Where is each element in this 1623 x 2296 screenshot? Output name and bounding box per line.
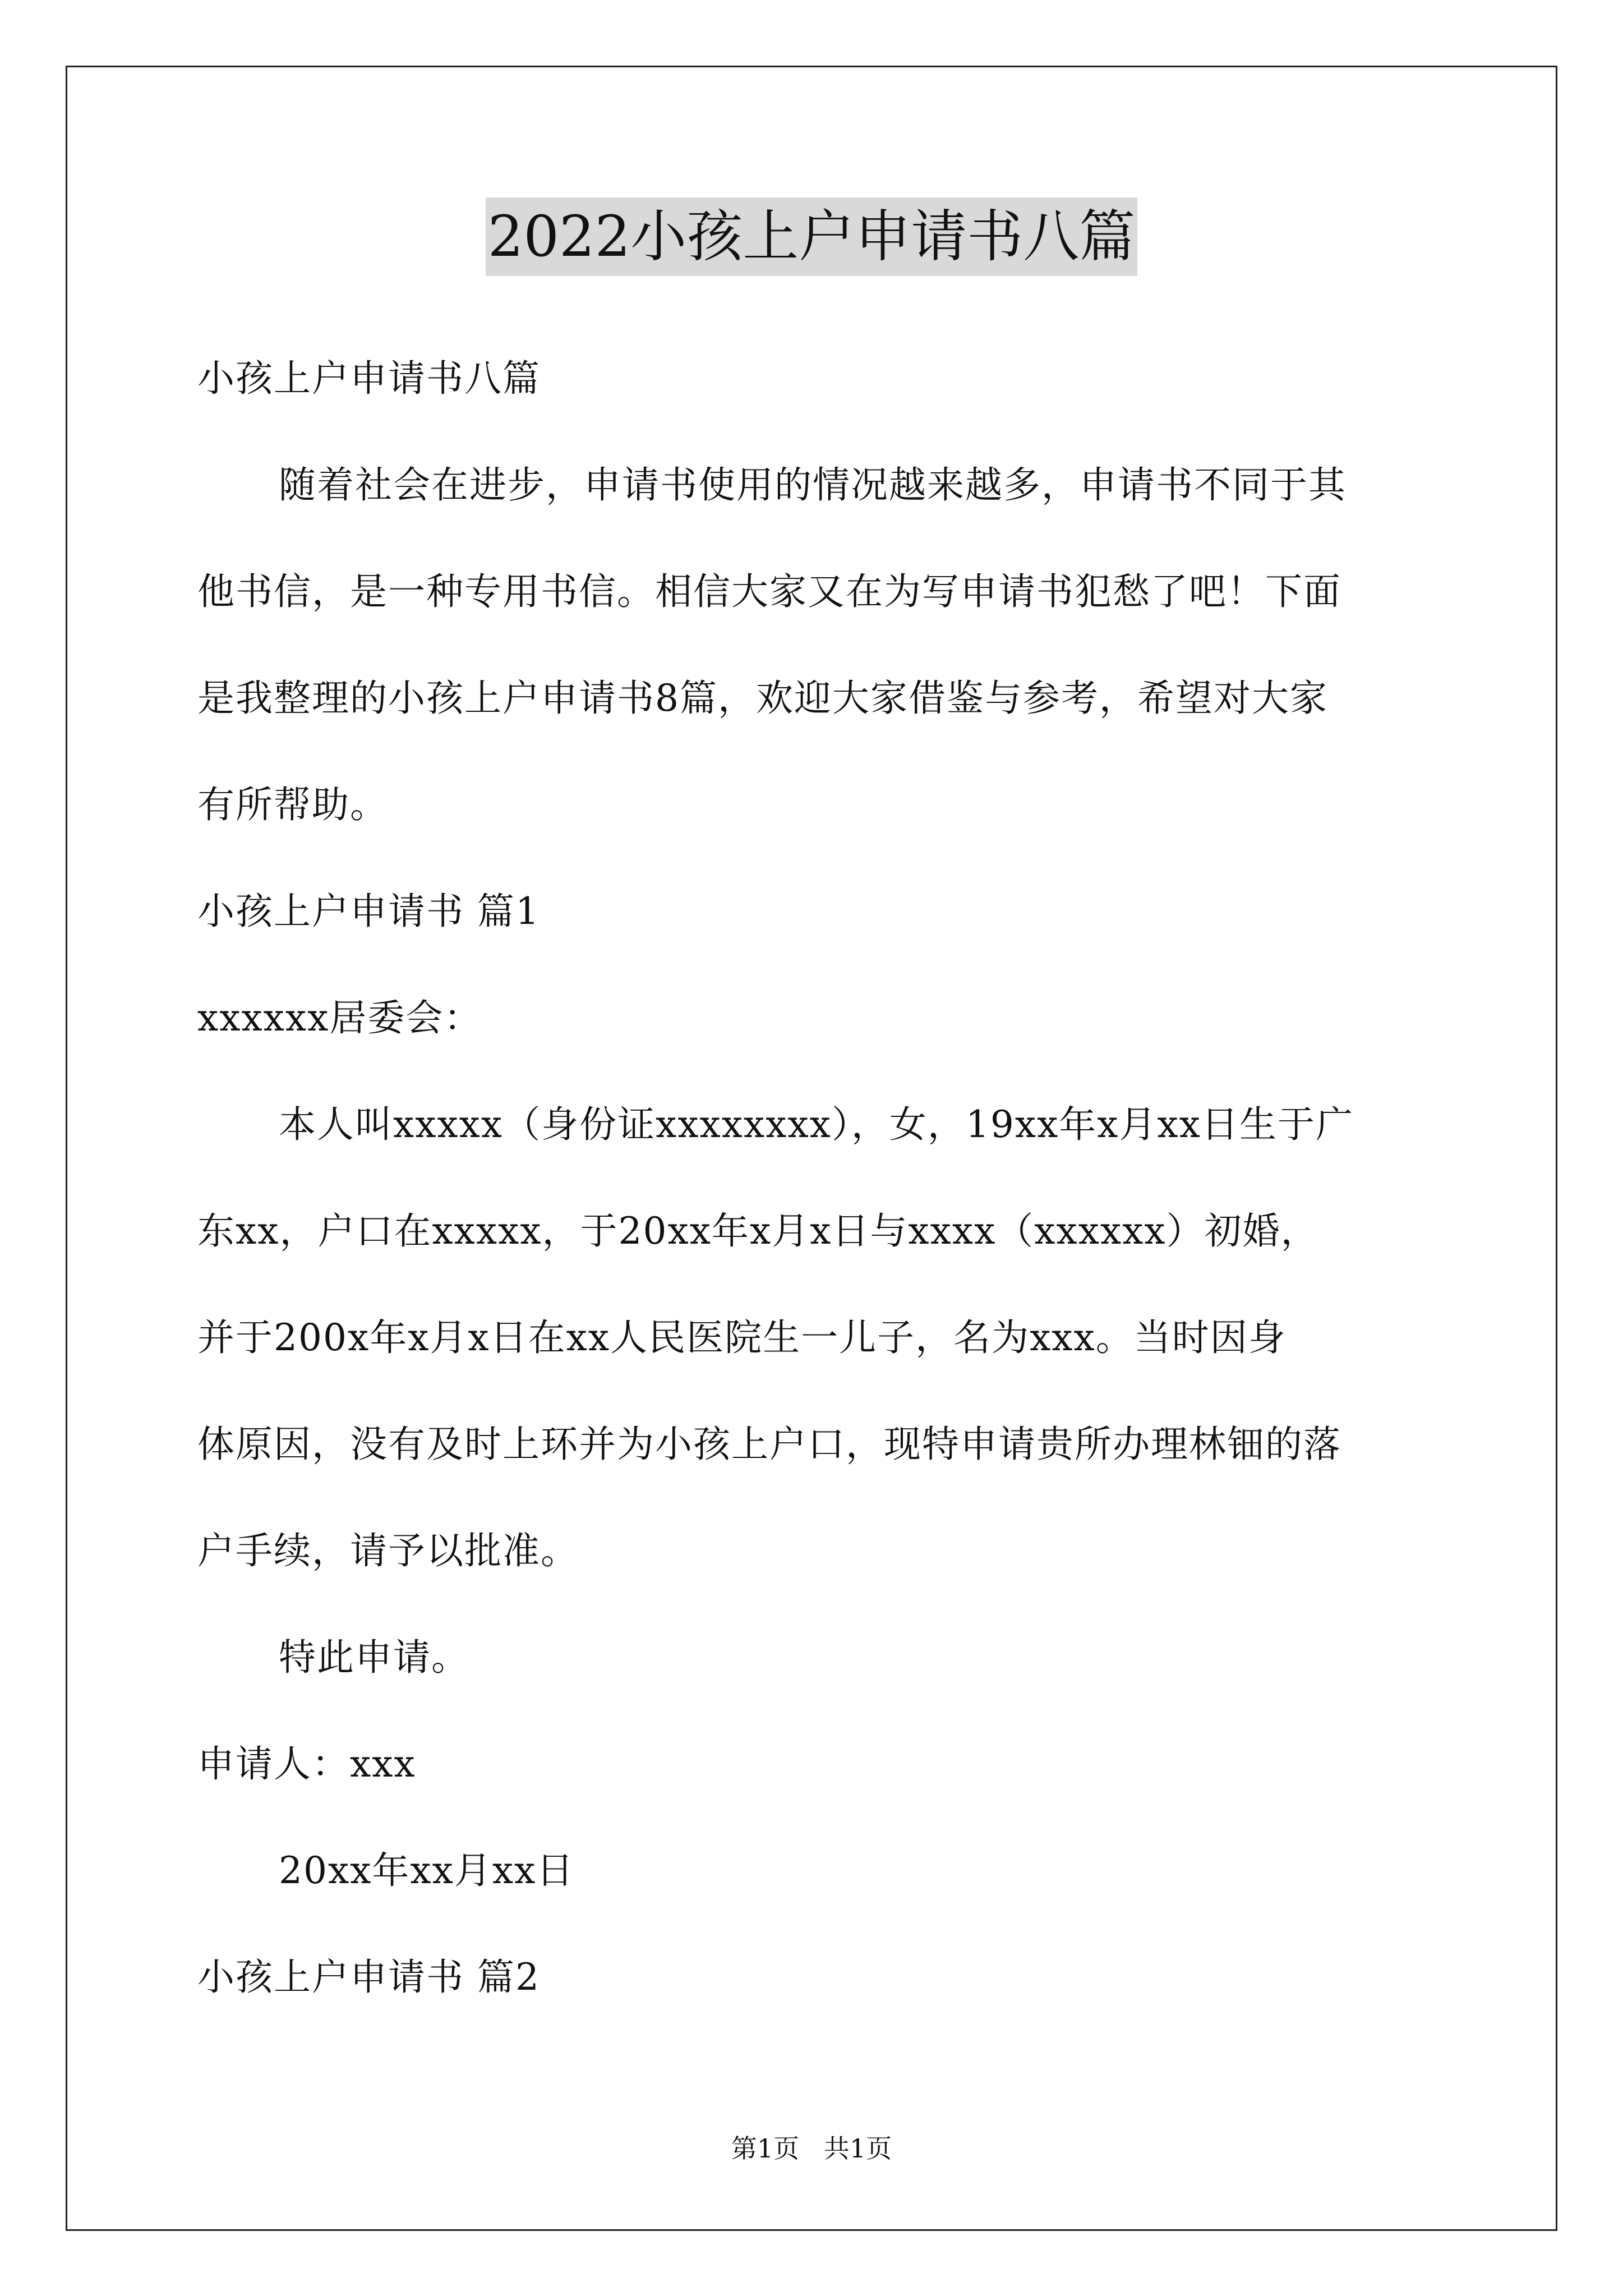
title-container (0, 197, 1623, 276)
intro-line-4: 有所帮助。 (197, 783, 388, 826)
body-line-4: 体原因，没有及时上环并为小孩上户口，现特申请贵所办理林钿的落 (197, 1423, 1341, 1466)
body-line-2: 东xx，户口在xxxxx，于20xx年x月x日与xxxx（xxxxxx）初婚， (197, 1209, 1319, 1253)
date-line: 20xx年xx月xx日 (279, 1849, 575, 1892)
document-title: 2022小孩上户申请书八篇 (486, 197, 1138, 276)
subtitle-line: 小孩上户申请书八篇 (197, 357, 541, 400)
closing-line: 特此申请。 (279, 1636, 469, 1679)
intro-line-3: 是我整理的小孩上户申请书8篇，欢迎大家借鉴与参考，希望对大家 (197, 677, 1328, 720)
body-line-5: 户手续，请予以批准。 (197, 1529, 579, 1572)
section-heading-2: 小孩上户申请书 篇2 (197, 1955, 540, 1999)
body-line-1: 本人叫xxxxx（身份证xxxxxxxx），女，19xx年x月xx日生于广 (279, 1103, 1354, 1146)
salutation: xxxxxx居委会： (197, 996, 482, 1039)
body-line-3: 并于200x年x月x日在xx人民医院生一儿子，名为xxx。当时因身 (197, 1316, 1287, 1359)
applicant-line: 申请人：xxx (197, 1742, 416, 1786)
section-heading-1: 小孩上户申请书 篇1 (197, 890, 540, 933)
intro-line-2: 他书信，是一种专用书信。相信大家又在为写申请书犯愁了吧！下面 (197, 570, 1341, 613)
intro-line-1: 随着社会在进步，申请书使用的情况越来越多，申请书不同于其 (279, 463, 1347, 507)
page-number-footer: 第1页 共1页 (731, 2133, 892, 2164)
